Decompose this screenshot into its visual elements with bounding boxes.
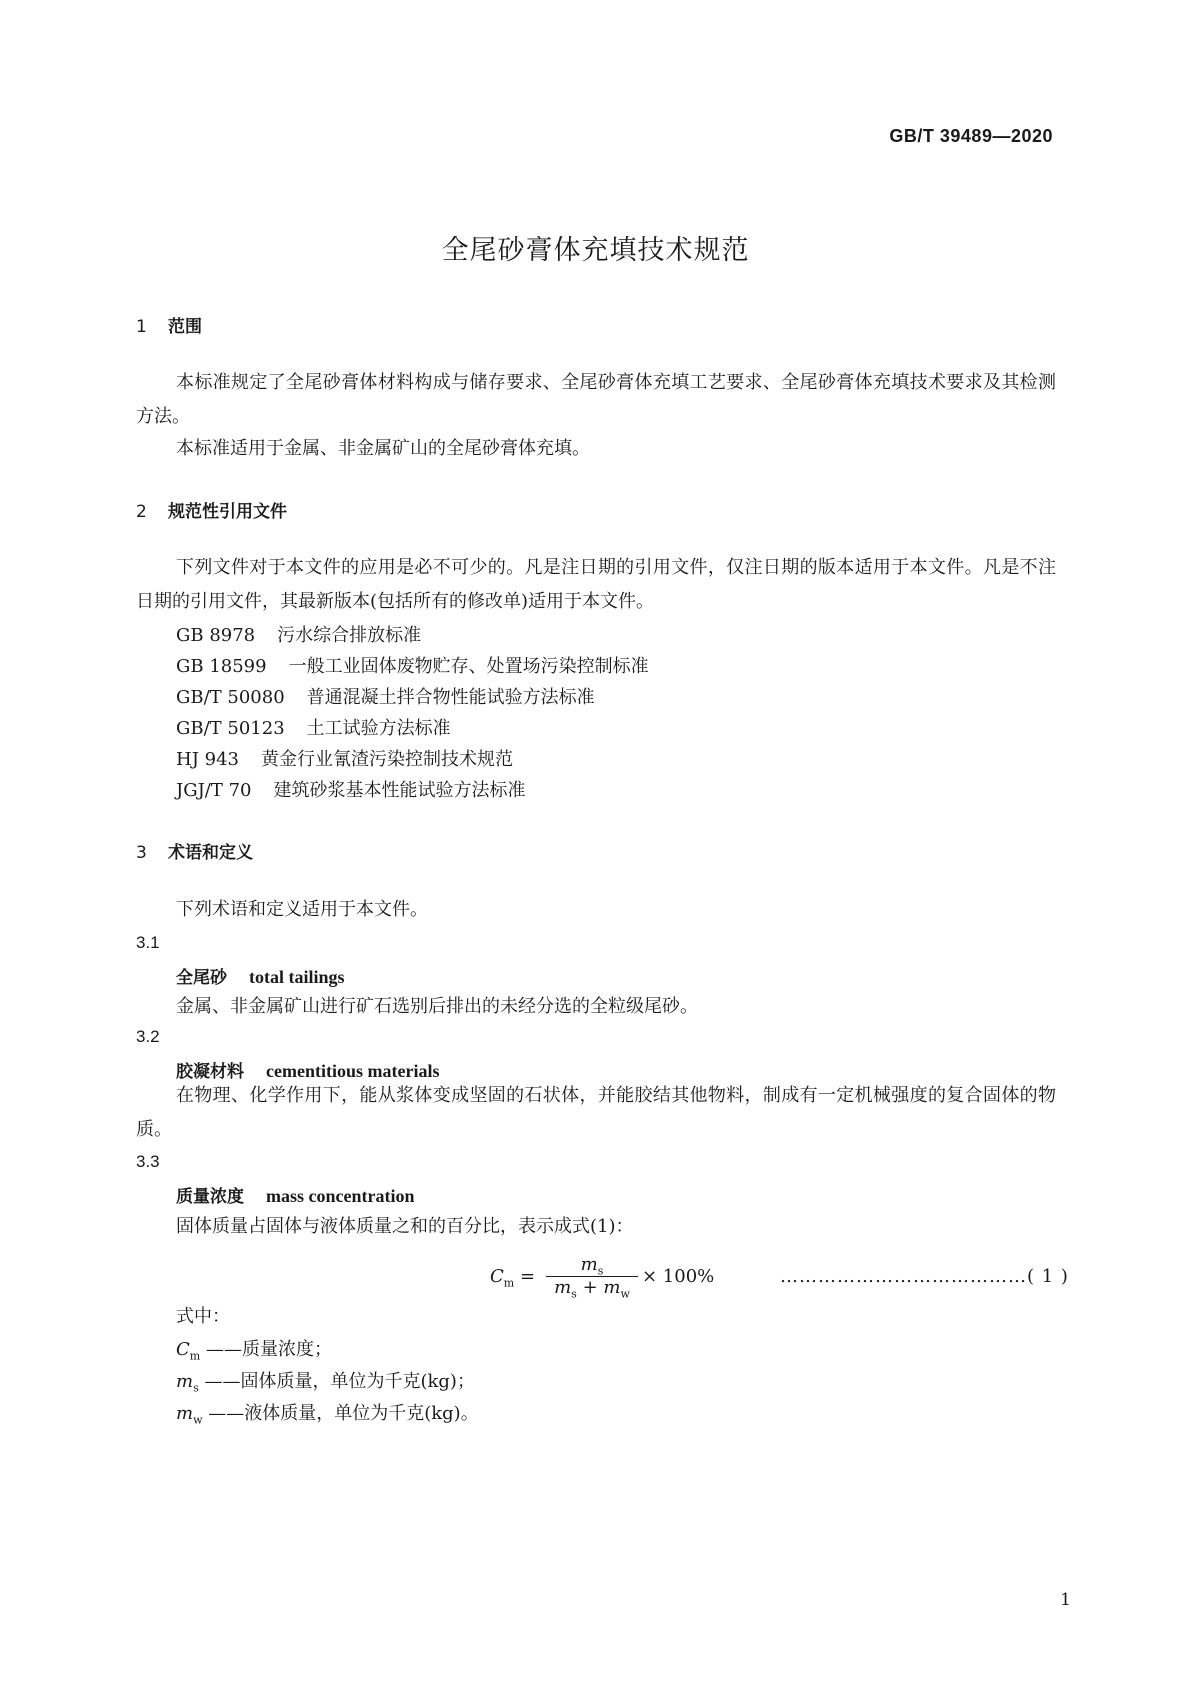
formula-var: C (490, 1266, 504, 1287)
section-title: 范围 (168, 317, 202, 337)
where-label: 式中： (176, 1306, 230, 1327)
section-number: 1 (136, 317, 147, 337)
formula-fraction (546, 1254, 638, 1299)
formula-sub: m (503, 1276, 515, 1290)
symbol-definition (176, 1399, 479, 1427)
formula-var: m (580, 1254, 598, 1275)
symbol-var: C (176, 1339, 190, 1360)
reference-code: HJ 943 (176, 749, 239, 770)
section-title: 术语和定义 (168, 843, 253, 863)
term-english: mass concentration (266, 1186, 415, 1206)
symbol-sub: w (193, 1413, 203, 1427)
symbol-desc: ——固体质量，单位为千克(kg)； (204, 1371, 475, 1392)
fraction-denominator (546, 1277, 638, 1299)
formula-sub: s (571, 1287, 577, 1301)
scope-paragraph-2: 本标准适用于金属、非金属矿山的全尾砂膏体充填。 (176, 438, 590, 459)
term-chinese: 全尾砂 (176, 968, 227, 988)
term-number: 3.3 (136, 1152, 160, 1171)
section-2-heading (136, 497, 287, 522)
term-chinese: 质量浓度 (176, 1187, 244, 1207)
term-english: total tailings (249, 967, 345, 987)
reference-code: GB 18599 (176, 656, 267, 677)
reference-item (176, 621, 421, 647)
section-number: 3 (136, 843, 147, 863)
reference-title: 污水综合排放标准 (277, 625, 422, 646)
formula-equals: = (519, 1266, 536, 1287)
normative-references-intro: 下列文件对于本文件的应用是必不可少的。凡是注日期的引用文件，仅注日期的版本适用于本文件。凡是不注日期的引用文件，其最新版本(包括所有的修改单)适用于本文件。 (136, 557, 1056, 612)
symbol-var: m (176, 1403, 194, 1424)
reference-item (176, 776, 526, 802)
formula-sub: w (620, 1287, 630, 1301)
term-heading (176, 963, 345, 988)
reference-item (176, 652, 649, 678)
symbol-sub: m (189, 1349, 201, 1363)
symbol-var: m (176, 1371, 194, 1392)
document-title: 全尾砂膏体充填技术规范 (441, 235, 750, 266)
symbol-definition (176, 1367, 475, 1395)
reference-title: 土工试验方法标准 (306, 718, 451, 739)
reference-title: 黄金行业氰渣污染控制技术规范 (261, 749, 513, 770)
reference-code: JGJ/T 70 (176, 780, 252, 801)
reference-title: 一般工业固体废物贮存、处置场污染控制标准 (288, 656, 649, 677)
term-english: cementitious materials (266, 1061, 440, 1081)
section-number: 2 (136, 502, 147, 522)
symbol-sub: s (193, 1381, 199, 1395)
term-definition: 固体质量占固体与液体质量之和的百分比，表示成式(1)： (176, 1216, 634, 1237)
reference-code: GB/T 50080 (176, 687, 285, 708)
term-heading (176, 1182, 414, 1207)
formula-sub: s (597, 1264, 604, 1278)
reference-code: GB/T 50123 (176, 718, 285, 739)
section-1-heading (136, 312, 202, 337)
section-title: 规范性引用文件 (168, 502, 287, 522)
symbol-desc: ——液体质量，单位为千克(kg)。 (208, 1403, 479, 1424)
section-3-heading (136, 838, 253, 863)
formula-var: m (554, 1277, 572, 1298)
term-definition: 在物理、化学作用下，能从浆体变成坚固的石状体，并能胶结其他物料，制成有一定机械强度的复合固体的物质。 (136, 1085, 1056, 1140)
term-definition: 金属、非金属矿山进行矿石选别后排出的未经分选的全粒级尾砂。 (176, 996, 698, 1017)
formula-lhs (490, 1266, 535, 1290)
reference-code: GB 8978 (176, 625, 256, 646)
page-number: 1 (1060, 1590, 1071, 1610)
formula-plus: + (582, 1277, 598, 1298)
symbol-desc: ——质量浓度； (205, 1339, 332, 1360)
term-number: 3.1 (136, 933, 160, 952)
term-number: 3.2 (136, 1027, 160, 1046)
reference-item (176, 714, 451, 740)
reference-item (176, 683, 595, 709)
reference-title: 普通混凝土拌合物性能试验方法标准 (306, 687, 595, 708)
formula-rhs: × 100% (642, 1266, 715, 1287)
equation-number: …………………………………( 1 ) (780, 1266, 1069, 1287)
reference-title: 建筑砂浆基本性能试验方法标准 (273, 780, 526, 801)
term-chinese: 胶凝材料 (176, 1062, 244, 1082)
fraction-numerator (546, 1254, 638, 1276)
standard-code: GB/T 39489—2020 (889, 126, 1053, 146)
terms-intro: 下列术语和定义适用于本文件。 (176, 899, 428, 920)
reference-item (176, 745, 513, 771)
symbol-definition (176, 1335, 332, 1363)
scope-paragraph-1: 本标准规定了全尾砂膏体材料构成与储存要求、全尾砂膏体充填工艺要求、全尾砂膏体充填技术要求及其检测方法。 (136, 372, 1056, 427)
formula-var: m (603, 1277, 621, 1298)
